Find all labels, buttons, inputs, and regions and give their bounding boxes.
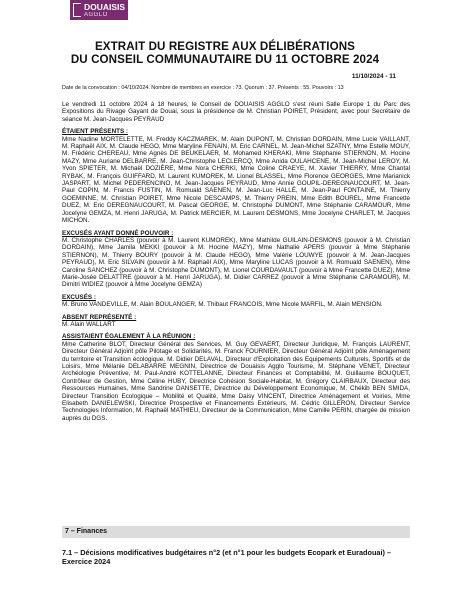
deliberation-reference: 11/10/2024 - 11 xyxy=(351,73,396,80)
title-line-2: DU CONSEIL COMMUNAUTAIRE DU 11 OCTOBRE 2024 xyxy=(70,53,380,66)
presents-list: Mme Nadine MORTELETTE, M. Freddy KACZMAREK, M. Alain DUPONT, M. Christian DORDAIN, Mme Lucie VAILLANT, M. Raphaël AIX, M. Claude HEGO, Mme Maryline FENAIN, M. Eric CARNEL, M. Jean-Michel SZATNY, Mme Estelle MOUY, M. Frédéric CHEREAU, Mme Agnès DE BEUKELAER, M. Mohamed KHERAKI, Mme Stéphanie STIERNON, M. Hocine MAZY, Mme Auriane DELBARRE, M. Jean-Christophe LECLERCQ, Mme Anida OULAHCENE, M. Jean-Michel LEROY, M. Yvon SPIETER, M. Michaël DOZIÈRE, Mme Nora CHERKI, Mme Coline CRAEYE, M. Xavier THIERRY, Mme Chantal RYBAK, M. François GUIFFARD, M. Laurent KUMOREK, M. Lionel BLASSEL, Mme Florence GEORGES, Mme Marianick JASPART, M. Michel PEDERENCINO, M. Jean-Jacques PEYRAUD, Mme Annie GOUPIL-DEREGNAUCOURT, M. Jean-Paul COPIN, M. Francis FUSTIN, M. Romuald SAENEN, M. Jean-Luc HALLÉ, M. Jean-Paul FONTAINE, M. Thierry GOEMINNE, M. Christian POIRET, Mme Nicole DESCAMPS, M. Thierry PREIN, Mme Edith BOUREL, Mme Francette DUEZ, M. Eric DEREGNAUCOURT, M. Pascal GEORGE, M. Christophe DUMONT, Mme Stéphanie CARAMOUR, Mme Jocelyne GEMZA, M. Henri JARUGA, M. Patrick MERCIER, M. Laurent DESMONS, Mme Jocelyne CHARLET, M. Jacques MICHON. xyxy=(62,135,410,225)
convocation-info: Date de la convocation : 04/10/2024. Nombre de membres en exercice : 73. Quorum : 37. Présents : 55. Pouvoirs : 13 xyxy=(62,85,344,91)
presents-heading: ÉTAIENT PRÉSENTS : xyxy=(62,128,129,136)
document-title xyxy=(0,40,450,66)
intro-paragraph: Le vendredi 11 octobre 2024 à 18 heures, le Conseil de DOUAISIS AGGLO s'est réuni Salle Europe 1 du Parc des Expositions du Rivage Gayant de Douai, sous la présidence de M. Christian POIRET, Président, avec pour Secrétaire de séance M. Jean-Jacques PEYRAUD xyxy=(62,101,410,123)
represente-list: M. Alain WALLART xyxy=(62,320,116,328)
represente-heading: ABSENT REPRÉSENTÉ : xyxy=(62,313,137,321)
logo-mark-icon xyxy=(73,3,81,17)
logo-sub: AGGLO xyxy=(84,12,108,18)
assistaient-list: Mme Catherine BLOT, Directeur Général des Services, M. Guy GEVAERT, Directeur Juridique, M. François LAURENT, Directeur Général Adjoint pôle Pilotage et Solidarités, M. Franck FOURNIER, Directeur Général Adjoint pôle Aménagement du territoire et Transition écologique, M. Didier DELAVAL, Directeur d'Exploitation des Equipements Culturels, Sportifs et de Loisirs, Mme Mélanie DELABARRE MEGNIN, Directrice de Douaisis Agglo Tourisme, M. Stéphane VENET, Directeur Archéologie Préventive, M. Paul-André KOTTELANNE, Directeur Finances et Comptabilité, M. Guillaume BOUQUET, Contrôleur de Gestion, Mme Céline HUBY, Directrice Cohésion Sociale-Habitat, M. Grégory CLAIRBAUX, Directeur des Ressources Humaines, Mme Sandrine DANSETTE, Directrice du Développement Economique, M. Chékib BEN SMIDA, Directeur Transition Ecologique – Mobilité et Qualité, Mme Daisy VINCENT, Directrice Aménagement et Voiries, Mme Elisabeth DANIELEWSKI, Directrice Prospective et Financements Extérieurs, M. Cédric GILLERON, Directeur Service Technologies Information, M. Raphaël MATHIEU, Directeur de la Communication, Mme Camille PERIN, chargée de mission auprès du DGS. xyxy=(62,340,410,422)
section-band-finances: 7 – Finances xyxy=(62,526,410,538)
logo-name: DOUAISIS xyxy=(84,2,126,12)
pouvoir-heading: EXCUSÉS AYANT DONNÉ POUVOIR : xyxy=(62,229,174,237)
title-line-1: EXTRAIT DU REGISTRE AUX DÉLIBÉRATIONS xyxy=(94,40,356,53)
deliberation-subtitle: 7.1 – Décisions modificatives budgétaires n°2 (et n°1 pour les budgets Ecopark et Euradouai) – Exercice 2024 xyxy=(62,548,392,566)
assistaient-heading: ASSISTAIENT ÉGALEMENT À LA RÉUNION : xyxy=(62,333,196,341)
excuses-list: M. Bruno VANDEVILLE, M. Alain BOULANGER, M. Thibaut FRANCOIS, Mme Nicole MARFIL, M. Alain MENSION. xyxy=(62,301,383,309)
pouvoir-list: M. Christophe CHARLES (pouvoir à M. Laurent KUMOREK), Mme Mathilde GUILAIN-DESMONS (pouvoir à M. Christian DORDAIN), Mme Jamila MEKKI (pouvoir à M. Hocine MAZY), Mme Nathalie APERS (pouvoir à Mme Stéphanie STIERNON), M. Thierry BOURY (pouvoir à M. Claude HEGO), Mme Valérie LOUWYE (pouvoir à M. Jean-Jacques PEYRAUD), M. Eric SILVAIN (pouvoir à M. Raphaël AIX), Mme Maryline LUCAS (pouvoir à M. Romuald SAENEN), Mme Caroline SANCHEZ (pouvoir à M. Christophe DUMONT), M. Lionel COURDAVAULT (pouvoir à Mme Francette DUEZ), Mme Marie-Josée DELATTRE (pouvoir à M. Henri JARUGA), M. Didier CARREZ (pouvoir à Mme Stéphanie CARAMOUR), M. Dimitri WIDIEZ (pouvoir à Mme Jocelyne GEMZA) xyxy=(62,236,410,289)
excuses-heading: EXCUSÉS : xyxy=(62,293,96,301)
douaisis-agglo-logo xyxy=(70,0,128,20)
document-body xyxy=(62,101,410,424)
